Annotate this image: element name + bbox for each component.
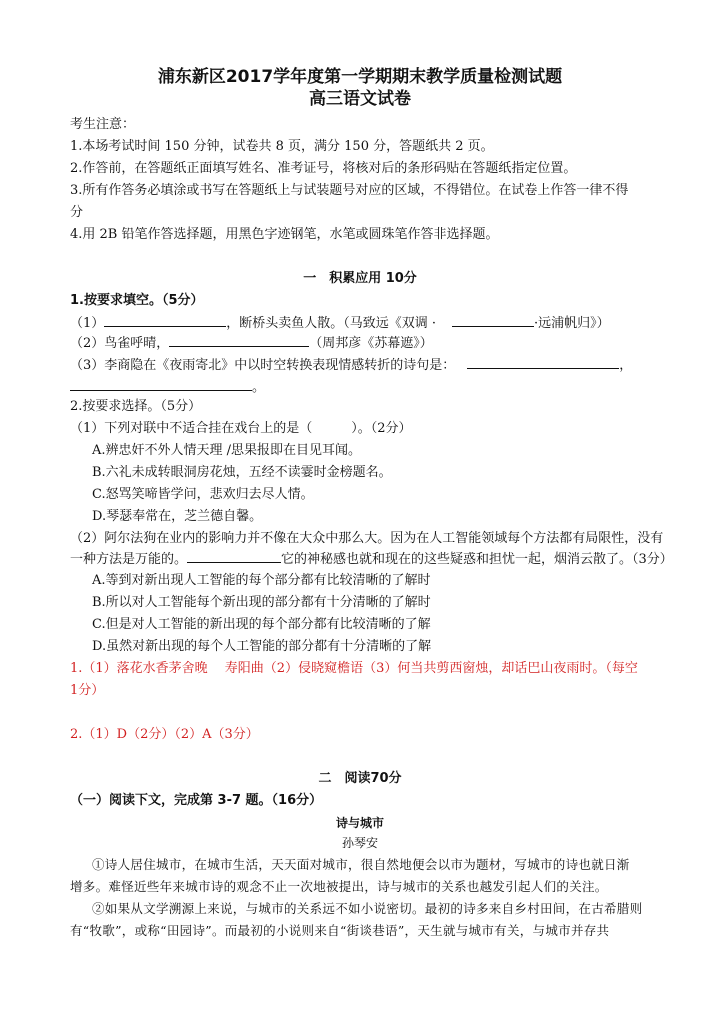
q2-2-option-d: D.虽然对新出现的每个人工智能的部分都有十分清晰的了解: [92, 639, 432, 654]
q1-line-1: [70, 314, 610, 333]
q1-2-end: （周邦彦《苏幕遮》）: [309, 336, 433, 351]
q1-4-end: 。: [252, 380, 266, 395]
essay-author: 孙琴安: [341, 836, 378, 850]
section-2-heading: 二 阅读70分: [318, 771, 402, 786]
answer-blank[interactable]: [169, 334, 309, 347]
q2-2-end: 它的神秘感也就和现在的这些疑惑和担忧一起，烟消云散了。（3分）: [281, 552, 673, 567]
q1-line-2: [70, 334, 433, 353]
q1-line-3: [70, 356, 632, 375]
q1-1-mid: ，断桥头卖鱼人散。（马致远《双调 ·: [226, 316, 437, 331]
section-1-heading: 一 积累应用 10分: [303, 271, 417, 286]
q2-sub-2-line-2: [70, 550, 673, 569]
essay-paragraph-1-line-1: ①诗人居住城市，在城市生活，天天面对城市，很自然地便会以市为题材，写城市的诗也就日渐: [92, 857, 630, 872]
q1-3-prefix: （3）李商隐在《夜雨寄北》中以时空转换表现情感转折的诗句是：: [70, 358, 456, 373]
answer-blank[interactable]: [70, 378, 252, 391]
question-2-title: 2.按要求选择。（5分）: [70, 399, 202, 414]
exam-subtitle: 高三语文试卷: [309, 89, 411, 109]
exam-title: 浦东新区2017学年度第一学期期末教学质量检测试题: [157, 67, 563, 87]
notice-item: 4.用 2B 铅笔作答选择题，用黑色字迹钢笔，水笔或圆珠笔作答非选择题。: [70, 227, 499, 242]
answer-blank[interactable]: [467, 356, 619, 369]
q1-2-prefix: （2）鸟雀呼晴，: [70, 336, 170, 351]
notice-item: 1.本场考试时间 150 分钟，试卷共 8 页，满分 150 分，答题纸共 2 页。: [70, 139, 494, 154]
notice-item: 3.所有作答务必填涂或书写在答题纸上与试装题号对应的区域，不得错位。在试卷上作答一律不得: [70, 183, 629, 198]
essay-paragraph-2-line-2: 有“牧歌”，或称“田园诗”。而最初的小说则来自“街谈巷语”，天生就与城市有关，与城市并存共: [70, 923, 610, 938]
q2-2-option-c: C.但是对人工智能的新出现的每个部分都有比较清晰的了解: [92, 617, 431, 632]
q2-1-option-a: A.辨忠奸不外人情天理 /思果报即在目见耳闻。: [92, 443, 362, 458]
answer-blank[interactable]: [187, 550, 281, 563]
essay-title: 诗与城市: [335, 816, 384, 830]
q1-3-comma: ，: [619, 358, 633, 373]
essay-paragraph-1-line-2: 增多。难怪近些年来城市诗的观念不止一次地被提出，诗与城市的关系也越发引起人们的关注。: [70, 879, 608, 894]
q2-2-option-a: A.等到对新出现人工智能的每个部分都有比较清晰的了解时: [92, 573, 431, 588]
notice-item: 2.作答前，在答题纸正面填写姓名、准考证号，将核对后的条形码贴在答题纸指定位置。: [70, 161, 577, 176]
q2-1-option-b: B.六礼未成转眼洞房花烛，五经不读霎时金榜题名。: [92, 465, 392, 480]
q2-2-prefix: 一种方法是万能的。: [70, 552, 188, 567]
notice-item: 分: [70, 205, 84, 220]
answer-key-2: 2.（1）D（2分）（2）A（3分）: [70, 727, 259, 742]
q1-1-prefix: （1）: [70, 316, 105, 331]
q2-1-option-c: C.怒骂笑啼皆学问，悲欢归去尽人情。: [92, 487, 314, 502]
notice-heading: 考生注意：: [70, 117, 136, 132]
answer-blank[interactable]: [452, 314, 534, 327]
q2-sub-2-line-1: （2）阿尔法狗在业内的影响力并不像在大众中那么大。因为在人工智能领域每个方法都有局限性，没有: [70, 531, 664, 546]
answer-blank[interactable]: [104, 314, 226, 327]
q2-2-option-b: B.所以对人工智能每个新出现的部分都有十分清晰的了解时: [92, 595, 431, 610]
answer-key-1-cont: 1分）: [70, 683, 105, 698]
reading-part-1-title: （一）阅读下文，完成第 3-7 题。（16分）: [70, 793, 323, 808]
essay-paragraph-2-line-1: ②如果从文学溯源上来说，与城市的关系远不如小说密切。最初的诗多来自乡村田间，在古希腊则: [92, 901, 643, 916]
question-1-title: 1.按要求填空。（5分）: [70, 293, 204, 308]
q2-sub-1: （1）下列对联中不适合挂在戏台上的是（ ）。（2分）: [70, 421, 412, 436]
q1-line-4: [70, 378, 265, 397]
q2-1-option-d: D.琴瑟奉常在，芝兰德自馨。: [92, 509, 263, 524]
q1-1-end: ·远浦帆归》）: [534, 316, 610, 331]
answer-key-1: 1.（1）落花水香茅舍晚 寿阳曲（2）侵晓窥檐语（3）何当共剪西窗烛，却话巴山夜雨时。（每空: [70, 661, 638, 676]
